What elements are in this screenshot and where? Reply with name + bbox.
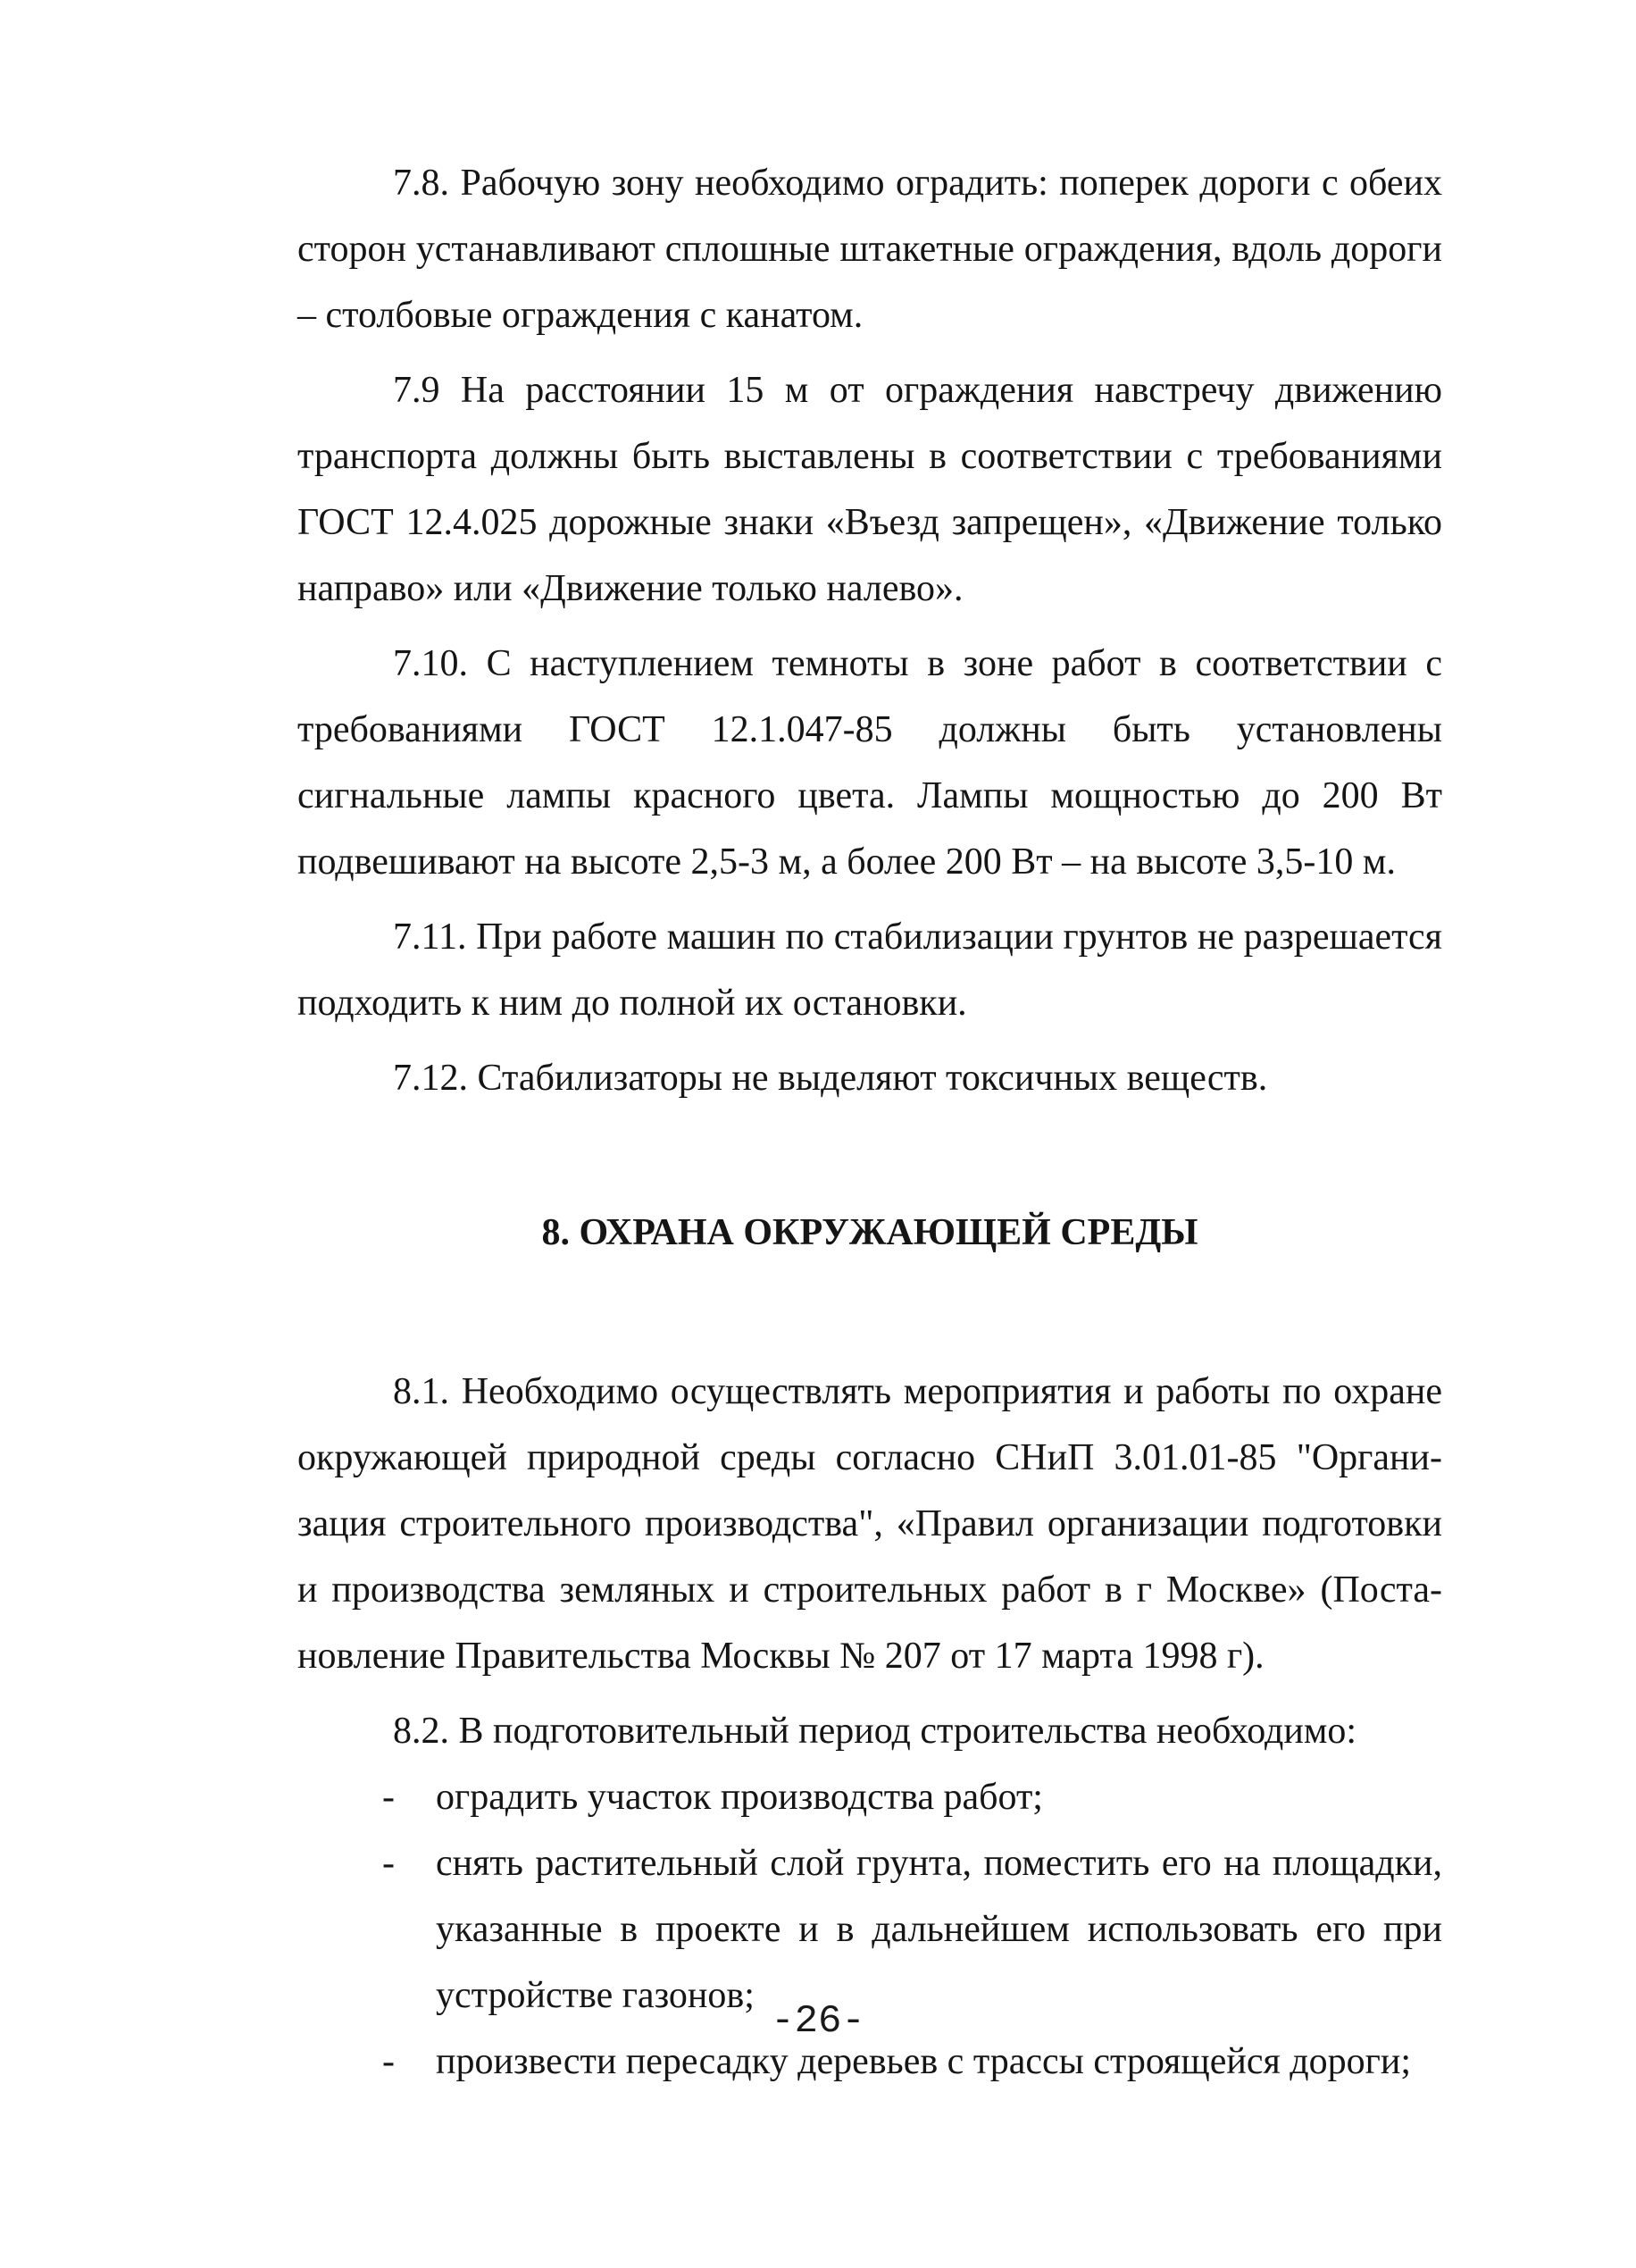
dash-bullet: - xyxy=(382,1777,395,1818)
paragraph-7-12: 7.12. Стабилизаторы не выделяют токсичных веществ. xyxy=(393,1058,1268,1099)
list-item-text: произвести пересадку деревьев с трассы строящейся дороги; xyxy=(436,2041,1412,2082)
section-heading: 8. ОХРАНА ОКРУЖАЮЩЕЙ СРЕДЫ xyxy=(541,1212,1198,1253)
dash-bullet: - xyxy=(382,2041,395,2082)
page-number: -26- xyxy=(771,1999,865,2044)
page-content xyxy=(297,150,1442,2095)
paragraph-7-9: 7.9 На расстоянии 15 м от ограждения навстречу движению транспорта должны быть выставлены в соответствии с требованиями ГОСТ 12.4.025 дорожные знаки «Въезд запрещен», «Движение только направо» или «Движение только налево». xyxy=(297,370,1442,609)
bullet-list xyxy=(297,1764,1442,2095)
paragraph-7-8: 7.8. Рабочую зону необходимо оградить: поперек дороги с обеих сторон устанавливают сплошные штакетные ограждения, вдоль дороги – столбовые ограждения с канатом. xyxy=(297,163,1442,336)
paragraph-8-2: 8.2. В подготовительный период строительства необходимо: xyxy=(393,1711,1357,1752)
list-item-text: оградить участок производства работ; xyxy=(436,1777,1043,1818)
list-item-text: снять растительный слой грунта, поместить его на площадки, указанные в проекте и в дальнейшем использовать его при устройстве газонов; xyxy=(436,1843,1442,2016)
paragraph-8-1: 8.1. Необходимо осуществлять мероприятия и работы по охране окружающей природной среды согласно СНиП 3.01.01-85 "Организация строительного производства", «Правил организации подготовки и производства земляных и строительных работ в г Москве» (Постановление Правительства Москвы № 207 от 17 марта 1998 г). xyxy=(297,1371,1442,1677)
paragraph-7-11: 7.11. При работе машин по стабилизации грунтов не разрешается подходить к ним до полной их остановки. xyxy=(297,916,1442,1024)
dash-bullet: - xyxy=(382,1843,395,1884)
paragraph-7-10: 7.10. С наступлением темноты в зоне работ в соответствии с требованиями ГОСТ 12.1.047-85 должны быть установлены сигнальные лампы красного цвета. Лампы мощностью до 200 Вт подвешивают на высоте 2,5-3 м, а более 200 Вт – на высоте 3,5-10 м. xyxy=(297,643,1442,883)
list-item xyxy=(297,1764,1442,1830)
